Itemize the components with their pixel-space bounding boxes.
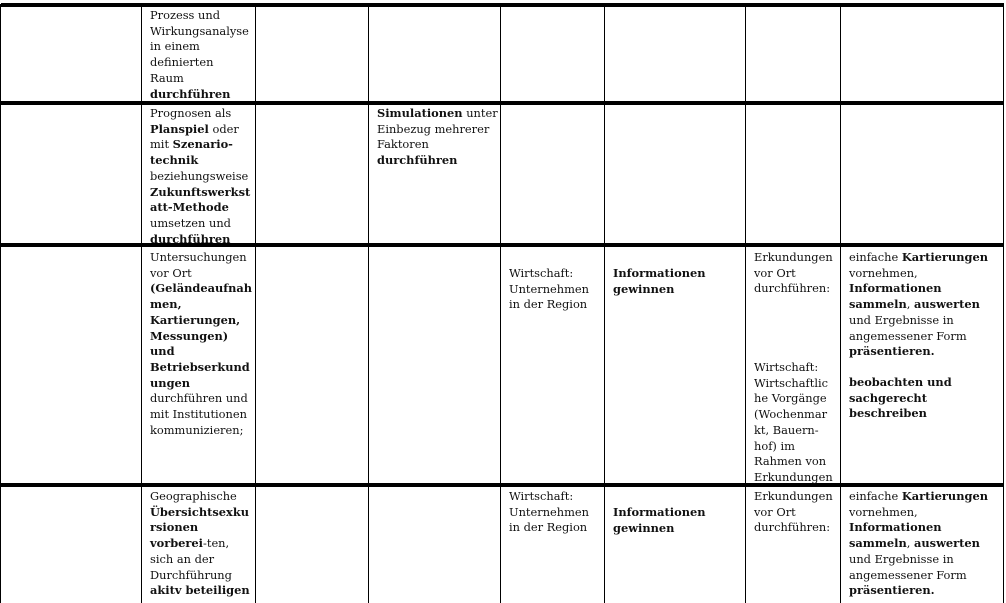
bold-text: sachgerecht <box>849 390 927 405</box>
cell-line <box>150 297 254 313</box>
bold-text: auswerten <box>914 297 980 312</box>
bold-text: und <box>150 344 175 359</box>
cell-wirtschaft-vorgaenge <box>754 360 839 486</box>
cell-line <box>754 439 839 455</box>
cell-line <box>150 313 254 329</box>
text: Prognosen als <box>150 106 232 120</box>
cell-line <box>849 489 1002 505</box>
bold-text: gewinnen <box>613 281 675 296</box>
text: unter <box>462 106 498 120</box>
text: mit <box>150 137 173 152</box>
cell-line <box>150 520 254 536</box>
bold-text: ungen <box>150 375 191 390</box>
cell-line <box>509 489 603 505</box>
bold-text: Informationen <box>613 505 706 519</box>
cell-line <box>849 391 1002 407</box>
bold-text: Planspiel <box>150 121 209 136</box>
bold-text: technik <box>150 153 199 168</box>
text: Erkundungen <box>754 489 833 503</box>
text: he Vorgänge <box>754 391 827 406</box>
text: Unternehmen <box>509 504 589 519</box>
cell-line <box>754 505 839 521</box>
cell-line <box>377 153 499 169</box>
cell-line <box>377 122 499 138</box>
cell-line <box>377 106 499 122</box>
text: Durchführung <box>150 567 232 582</box>
text: vornehmen, <box>849 265 918 280</box>
cell-line <box>849 250 1002 266</box>
cell-line <box>150 391 254 407</box>
row-border <box>1 483 1004 487</box>
cell-kartierungen-2 <box>849 489 1002 599</box>
cell-line <box>150 536 254 552</box>
cell-kartierungen <box>849 250 1002 360</box>
cell-informationen-gewinnen <box>613 266 743 297</box>
cell-line <box>754 281 839 297</box>
bold-text: Kartierungen, <box>150 312 241 327</box>
cell-uebersichtsexkursionen <box>150 489 254 599</box>
cell-line <box>150 583 254 599</box>
bold-text: sammeln <box>849 297 907 312</box>
column-border <box>1003 4 1004 603</box>
bold-text: präsentieren. <box>849 583 935 598</box>
column-border <box>745 4 746 603</box>
cell-line <box>150 250 254 266</box>
text: Geographische <box>150 489 237 503</box>
cell-line <box>849 583 1002 599</box>
cell-wirtschaft-unternehmen <box>509 266 603 313</box>
cell-line <box>849 344 1002 360</box>
text: definierten <box>150 55 214 70</box>
text: mit Institutionen <box>150 407 247 422</box>
cell-line <box>849 329 1002 345</box>
cell-line <box>150 71 254 87</box>
text: Erkundungen <box>754 250 833 264</box>
bold-text: Betriebserkund <box>150 359 250 374</box>
bold-text: Kartierungen <box>901 250 988 264</box>
column-border <box>141 4 142 603</box>
cell-line <box>150 505 254 521</box>
cell-line <box>150 87 254 103</box>
cell-line <box>150 137 254 153</box>
cell-line <box>754 454 839 470</box>
cell-wirtschaft-unternehmen-2 <box>509 489 603 536</box>
text: durchführen: <box>754 281 831 296</box>
cell-line <box>849 375 1002 391</box>
cell-prozess-wirkungsanalyse <box>150 8 254 102</box>
text: vornehmen, <box>849 504 918 519</box>
cell-line <box>754 360 839 376</box>
bold-text: Messungen) <box>150 328 229 343</box>
cell-line <box>754 489 839 505</box>
cell-line <box>150 169 254 185</box>
bold-text: Informationen <box>849 281 942 296</box>
cell-line <box>849 406 1002 422</box>
bold-text: durchführen <box>150 231 231 246</box>
cell-line <box>849 505 1002 521</box>
bold-text: auswerten <box>914 536 980 551</box>
cell-line <box>754 391 839 407</box>
cell-line <box>150 55 254 71</box>
text: in der Region <box>509 520 588 535</box>
cell-line <box>150 329 254 345</box>
text: umsetzen und <box>150 215 231 230</box>
text: in einem <box>150 39 200 54</box>
text: hof) im <box>754 438 795 453</box>
text: Untersuchungen <box>150 250 247 264</box>
bold-text: (Geländeaufnah <box>150 281 253 296</box>
text: Wirkungsanalyse <box>150 23 249 38</box>
cell-line <box>509 297 603 313</box>
text: durchführen und <box>150 391 248 406</box>
cell-beobachten <box>849 375 1002 422</box>
text: Wirtschaft: <box>509 489 574 503</box>
cell-line <box>150 376 254 392</box>
bold-text: durchführen <box>377 153 458 168</box>
text: kt, Bauern- <box>754 422 819 437</box>
cell-line <box>613 521 743 537</box>
cell-line <box>509 266 603 282</box>
text: einfache <box>849 250 902 264</box>
cell-line <box>150 39 254 55</box>
cell-erkundungen <box>754 250 839 297</box>
cell-line <box>754 266 839 282</box>
text: in der Region <box>509 297 588 312</box>
cell-line <box>613 282 743 298</box>
cell-line <box>754 250 839 266</box>
text: angemessener Form <box>849 567 967 582</box>
text: und Ergebnisse in <box>849 312 954 327</box>
text: Einbezug mehrerer <box>377 121 490 136</box>
text: Rahmen von <box>754 454 827 469</box>
cell-line <box>150 407 254 423</box>
cell-line <box>613 266 743 282</box>
text: Faktoren <box>377 137 429 152</box>
cell-simulationen <box>377 106 499 169</box>
bold-text: präsentieren. <box>849 344 935 359</box>
cell-line <box>849 281 1002 297</box>
text: Wirtschaft: <box>509 266 574 280</box>
text: , <box>906 536 915 551</box>
bold-text: Simulationen <box>377 106 463 120</box>
cell-line <box>150 344 254 360</box>
text: vor Ort <box>754 504 796 519</box>
bold-text: vorberei <box>150 536 204 551</box>
cell-line <box>849 266 1002 282</box>
cell-line <box>377 137 499 153</box>
text: beziehungsweise <box>150 168 249 183</box>
text: Raum <box>150 70 184 85</box>
bold-text: men, <box>150 297 182 312</box>
text: Wirtschaft: <box>754 360 819 374</box>
cell-line <box>150 185 254 201</box>
cell-line <box>754 407 839 423</box>
cell-prognosen <box>150 106 254 247</box>
text: Unternehmen <box>509 281 589 296</box>
cell-line <box>150 266 254 282</box>
cell-informationen-gewinnen-2 <box>613 505 743 536</box>
cell-line <box>150 489 254 505</box>
row-border <box>1 3 1004 7</box>
column-border <box>368 4 369 603</box>
column-border <box>604 4 605 603</box>
cell-erkundungen-2 <box>754 489 839 536</box>
column-border <box>840 4 841 603</box>
cell-line <box>849 536 1002 552</box>
cell-line <box>509 282 603 298</box>
cell-line <box>150 153 254 169</box>
cell-line <box>613 505 743 521</box>
bold-text: gewinnen <box>613 520 675 535</box>
column-border <box>255 4 256 603</box>
column-border <box>500 4 501 603</box>
text: , <box>906 297 915 312</box>
bold-text: att-Methode <box>150 200 229 215</box>
bold-text: akitv beteiligen <box>150 583 250 598</box>
cell-line <box>150 24 254 40</box>
cell-line <box>509 505 603 521</box>
text: und Ergebnisse in <box>849 551 954 566</box>
text: Erkundungen <box>754 469 833 484</box>
cell-line <box>150 106 254 122</box>
text: vor Ort <box>754 265 796 280</box>
text: oder <box>208 121 239 136</box>
bold-text: Informationen <box>849 520 942 535</box>
text: (Wochenmar <box>754 407 828 422</box>
cell-line <box>754 520 839 536</box>
text: einfache <box>849 489 902 503</box>
text: angemessener Form <box>849 328 967 343</box>
text: vor Ort <box>150 265 192 280</box>
cell-line <box>849 520 1002 536</box>
cell-line <box>849 552 1002 568</box>
bold-text: beschreiben <box>849 406 927 421</box>
cell-line <box>754 423 839 439</box>
bold-text: Übersichtsexku <box>150 504 249 519</box>
cell-line <box>150 122 254 138</box>
bold-text: sammeln <box>849 536 907 551</box>
column-border <box>0 4 1 603</box>
cell-line <box>849 313 1002 329</box>
text: Prozess und <box>150 8 220 22</box>
cell-line <box>150 552 254 568</box>
text: sich an der <box>150 551 215 566</box>
cell-line <box>150 423 254 439</box>
text: durchführen: <box>754 520 831 535</box>
bold-text: beobachten und <box>849 375 952 389</box>
cell-line <box>754 376 839 392</box>
cell-line <box>150 360 254 376</box>
cell-line <box>849 568 1002 584</box>
bold-text: Informationen <box>613 266 706 280</box>
bold-text: rsionen <box>150 520 199 535</box>
cell-line <box>150 8 254 24</box>
cell-line <box>150 568 254 584</box>
text: kommunizieren; <box>150 422 244 437</box>
bold-text: Kartierungen <box>901 489 988 503</box>
cell-line <box>150 216 254 232</box>
text: Wirtschaftlic <box>754 375 828 390</box>
text: -ten, <box>203 536 230 551</box>
cell-line <box>509 520 603 536</box>
bold-text: Zukunftswerkst <box>150 184 251 199</box>
cell-line <box>849 297 1002 313</box>
cell-line <box>150 281 254 297</box>
cell-line <box>754 470 839 486</box>
cell-line <box>150 200 254 216</box>
cell-untersuchungen <box>150 250 254 438</box>
cell-line <box>150 232 254 248</box>
bold-text: Szenario- <box>172 137 233 152</box>
bold-text: durchführen <box>150 86 231 101</box>
